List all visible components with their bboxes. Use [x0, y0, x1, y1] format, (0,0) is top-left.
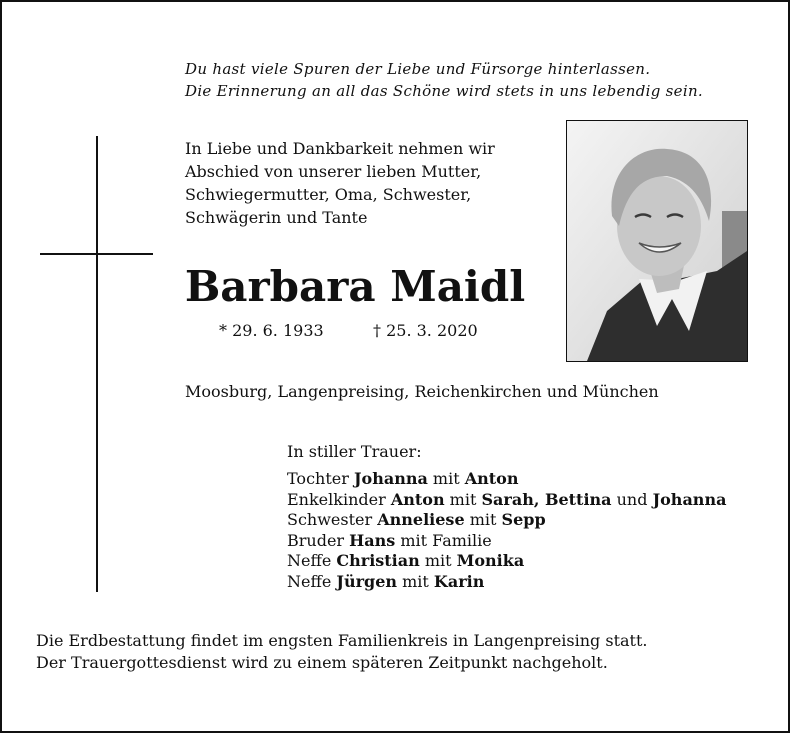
mourner-name: Sarah, Bettina	[481, 489, 612, 509]
portrait-photo	[566, 120, 748, 362]
funeral-notice-line: Die Erdbestattung findet im engsten Familienkreis in Langenpreising statt.	[36, 631, 648, 650]
mourner-relation: Enkelkinder	[287, 489, 391, 509]
towns-line: Moosburg, Langenpreising, Reichenkirchen und München	[185, 382, 659, 401]
mourner-relation: Neffe	[287, 571, 337, 591]
mourner-line	[287, 489, 726, 510]
mourners-title: In stiller Trauer:	[287, 442, 422, 461]
deceased-name: Barbara Maidl	[184, 262, 526, 311]
mourner-relation: mit Familie	[395, 530, 492, 550]
motto-quote	[185, 58, 703, 102]
mourner-relation: und	[611, 489, 653, 509]
cross-vertical-bar	[96, 136, 98, 592]
mourner-relation: Tochter	[287, 469, 354, 488]
mourner-relation: mit	[444, 489, 482, 509]
mourner-relation: Schwester	[287, 510, 378, 529]
mourner-line	[287, 571, 726, 592]
cross-horizontal-bar	[40, 253, 153, 255]
intro-text	[185, 137, 528, 229]
mourner-name: Sepp	[501, 510, 546, 529]
mourner-name: Hans	[349, 530, 396, 550]
mourner-name: Anneliese	[377, 510, 465, 529]
mourner-line	[287, 509, 726, 530]
motto-line: Die Erinnerung an all das Schöne wird stets in uns lebendig sein.	[185, 82, 703, 100]
mourner-relation: mit	[427, 469, 465, 488]
birth-date: * 29. 6. 1933	[219, 321, 324, 340]
mourner-name: Christian	[336, 551, 420, 570]
intro-line: Schwiegermutter, Oma, Schwester,	[185, 185, 472, 204]
mourners-block	[287, 441, 726, 591]
mourner-relation: Neffe	[287, 551, 337, 570]
mourners-list	[287, 468, 726, 591]
mourner-relation: mit	[419, 551, 457, 570]
mourner-name: Jürgen	[336, 571, 398, 591]
mourner-line	[287, 550, 726, 571]
funeral-notice	[36, 630, 647, 674]
mourner-name: Anton	[390, 489, 445, 509]
mourner-name: Karin	[433, 571, 485, 591]
mourner-name: Johanna	[652, 489, 727, 509]
mourner-relation: mit	[464, 510, 502, 529]
mourner-line	[287, 530, 726, 551]
intro-line: In Liebe und Dankbarkeit nehmen wir	[185, 139, 495, 158]
death-date: † 25. 3. 2020	[373, 321, 478, 340]
funeral-notice-line: Der Trauergottesdienst wird zu einem späteren Zeitpunkt nachgeholt.	[36, 653, 608, 672]
portrait-image	[567, 121, 747, 361]
mourner-name: Johanna	[353, 469, 428, 488]
motto-line: Du hast viele Spuren der Liebe und Fürsorge hinterlassen.	[185, 60, 651, 78]
mourner-relation: mit	[397, 571, 434, 591]
intro-line: Abschied von unserer lieben Mutter,	[185, 162, 482, 181]
mourner-relation: Bruder	[287, 530, 350, 550]
mourner-line	[287, 468, 726, 489]
intro-line: Schwägerin und Tante	[185, 208, 368, 227]
mourner-name: Monika	[456, 551, 525, 570]
mourner-name: Anton	[464, 469, 519, 488]
